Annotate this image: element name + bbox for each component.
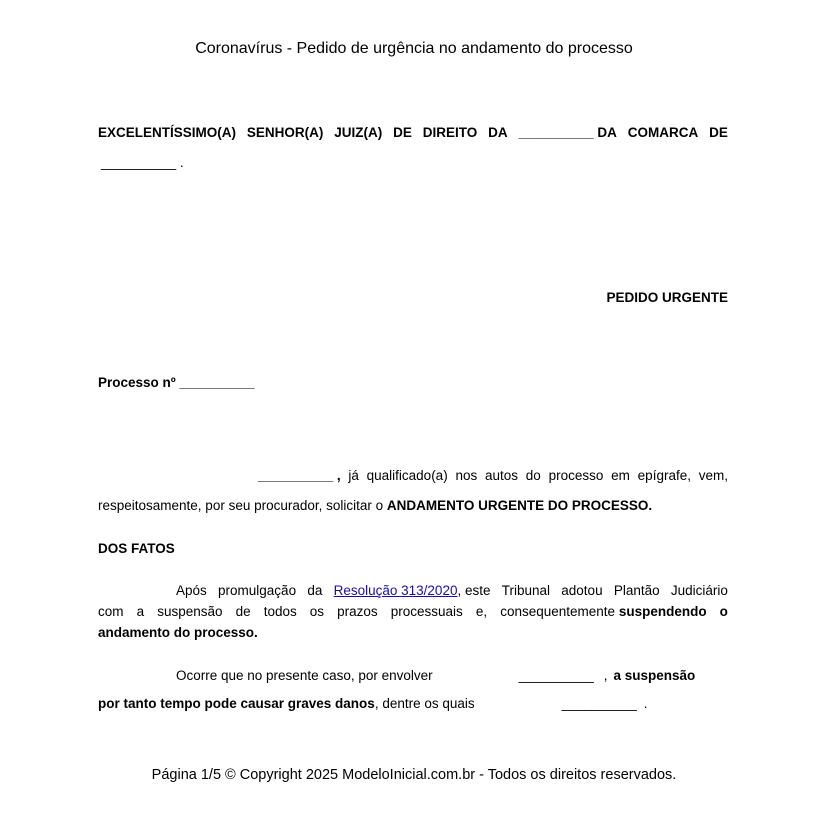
- paragraph-word: com: [98, 604, 124, 619]
- paragraph-word: e,: [475, 604, 488, 619]
- paragraph-text: , dentre os quais: [374, 696, 475, 711]
- address-line-2: __________ .: [101, 155, 184, 170]
- address-word: DA: [488, 125, 508, 140]
- qualification-word: vem,: [698, 468, 728, 483]
- address-word: COMARCA: [627, 125, 699, 140]
- dos-fatos-heading: DOS FATOS: [98, 541, 175, 556]
- address-word: SENHOR(A): [246, 125, 324, 140]
- address-word: JUIZ(A): [334, 125, 383, 140]
- processo-number: Processo nº __________: [98, 375, 255, 390]
- page-header-title: Coronavírus - Pedido de urgência no andamento do processo: [195, 40, 633, 57]
- paragraph-word: Plantão: [613, 583, 660, 598]
- qualification-word: já: [348, 468, 359, 483]
- address-blank: __________ DA: [518, 125, 617, 140]
- qualification-text: respeitosamente, por seu procurador, solicitar o: [98, 498, 387, 513]
- paragraph2-line-2: [98, 695, 648, 712]
- paragraph-word: promulgação: [218, 583, 297, 598]
- paragraph-bold-word: o: [719, 604, 728, 619]
- danos-blank: __________: [561, 696, 637, 711]
- qualification-line-1: [258, 467, 728, 484]
- paragraph-word: da: [307, 583, 323, 598]
- paragraph-word: , este: [457, 583, 491, 598]
- paragraph-word: todos: [263, 604, 297, 619]
- paragraph-word: adotou: [561, 583, 603, 598]
- party-name-blank: __________ ,: [258, 468, 341, 483]
- comma: ,: [603, 668, 608, 683]
- paragraph-word: suspensão: [157, 604, 223, 619]
- paragraph-bold-word: suspendendo: [618, 604, 707, 619]
- resolucao-link[interactable]: Resolução 313/2020: [333, 583, 458, 598]
- qualification-word: do: [525, 468, 541, 483]
- qualification-word: epígrafe,: [637, 468, 691, 483]
- paragraph2-line-1: [176, 667, 695, 684]
- suspensao-bold-text: a suspensão: [613, 668, 696, 683]
- address-word: DE: [393, 125, 412, 140]
- paragraph-word: Tribunal: [501, 583, 551, 598]
- paragraph-word: Judiciário: [670, 583, 728, 598]
- paragraph-word: a: [136, 604, 145, 619]
- paragraph-word: processuais: [390, 604, 463, 619]
- qualification-line-2: [98, 497, 652, 514]
- address-word: DE: [709, 125, 728, 140]
- paragraph-text: Ocorre que no presente caso, por envolver: [176, 668, 433, 683]
- paragraph-word: os: [309, 604, 325, 619]
- paragraph-word: de: [235, 604, 251, 619]
- qualification-word: qualificado(a): [366, 468, 448, 483]
- qualification-word: autos: [485, 468, 519, 483]
- andamento-urgente-text: ANDAMENTO URGENTE DO PROCESSO.: [386, 498, 653, 513]
- pedido-urgente-heading: PEDIDO URGENTE: [606, 290, 728, 305]
- graves-danos-bold-text: por tanto tempo pode causar graves danos: [98, 696, 375, 711]
- paragraph-word: prazos: [337, 604, 378, 619]
- paragraph-word: Após: [176, 583, 207, 598]
- address-word: DIREITO: [422, 125, 478, 140]
- paragraph-word: consequentemente: [500, 604, 616, 619]
- paragraph1-line-3: andamento do processo.: [98, 625, 258, 640]
- period: .: [643, 696, 648, 711]
- address-line-1: [98, 124, 728, 141]
- case-blank: __________: [518, 668, 594, 683]
- qualification-word: nos: [455, 468, 478, 483]
- qualification-word: processo: [548, 468, 604, 483]
- paragraph1-line-2: [98, 603, 728, 620]
- qualification-word: em: [611, 468, 630, 483]
- page-footer: Página 1/5 © Copyright 2025 ModeloInicial.com.br - Todos os direitos reservados.: [151, 767, 677, 783]
- address-word: EXCELENTÍSSIMO(A): [98, 125, 237, 140]
- paragraph1-line-1: [176, 582, 728, 599]
